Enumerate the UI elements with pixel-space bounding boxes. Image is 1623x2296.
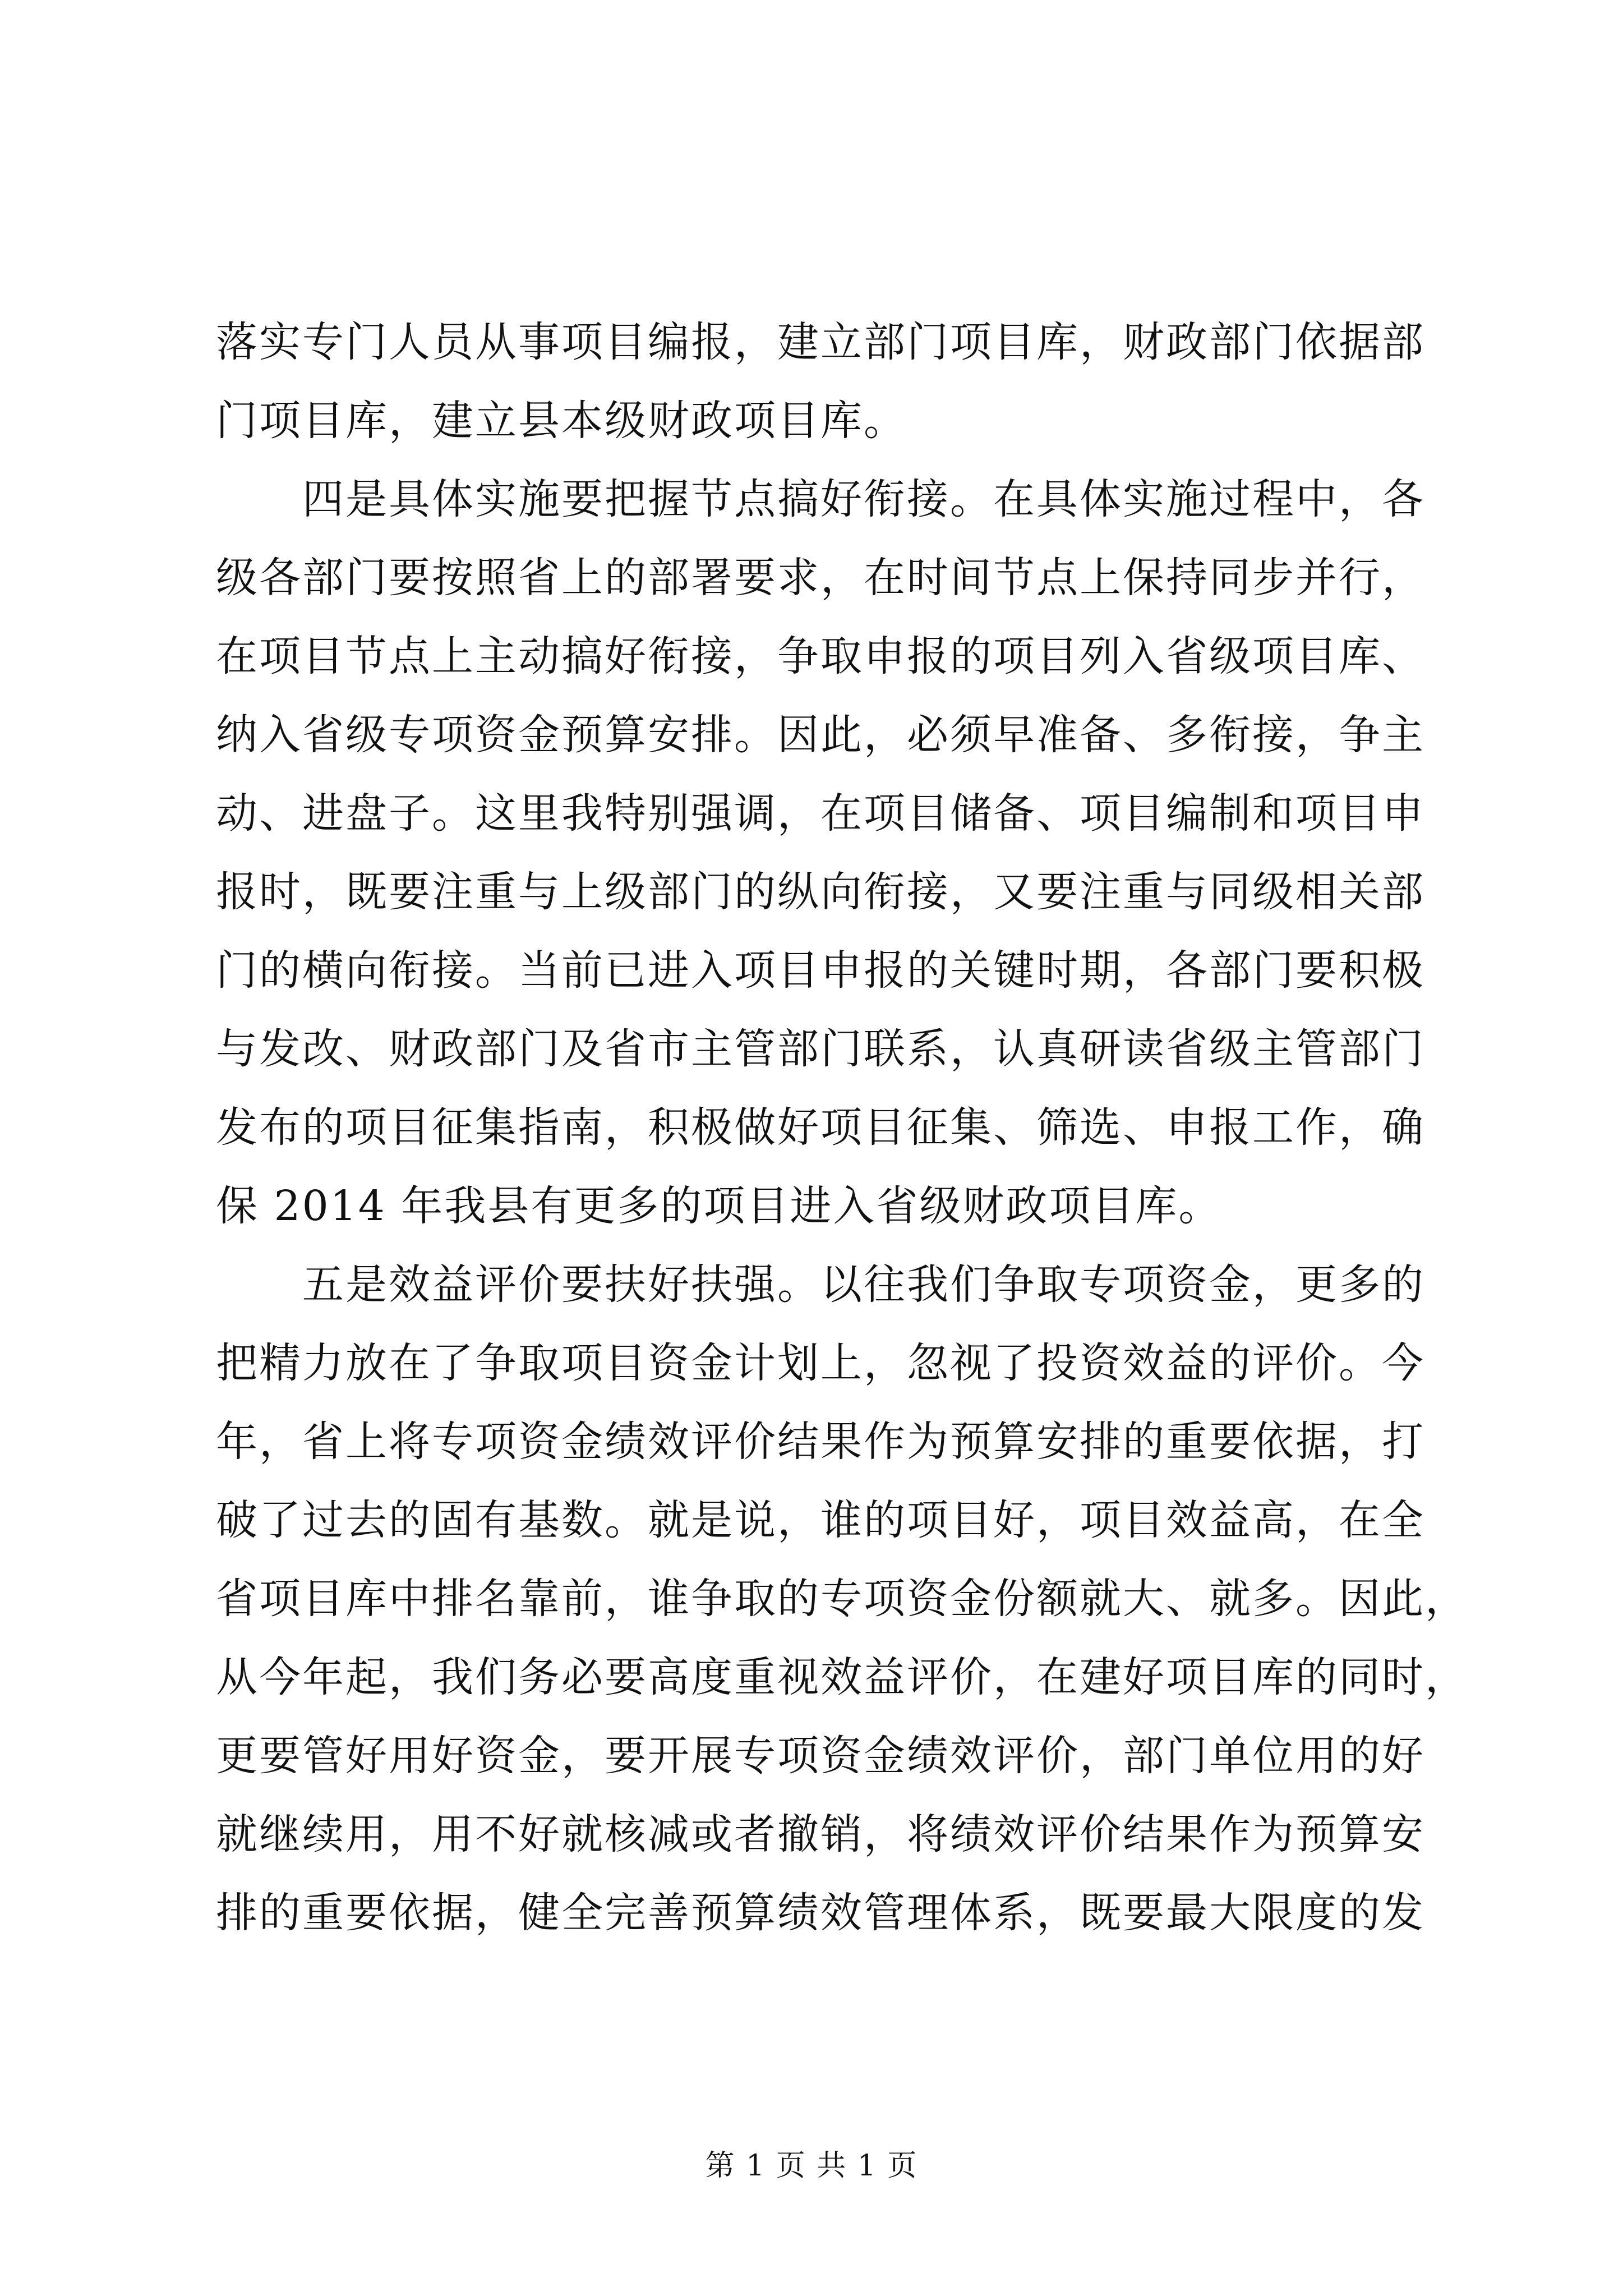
text-line: 发布的项目征集指南，积极做好项目征集、筛选、申报工作，确 [216, 1103, 1425, 1152]
text-line: 门项目库，建立县本级财政项目库。 [216, 397, 907, 445]
text-line: 破了过去的固有基数。就是说，谁的项目好，项目效益高，在全 [216, 1496, 1425, 1544]
page-footer: 第 1 页 共 1 页 [705, 2149, 918, 2183]
text-line: 年，省上将专项资金绩效评价结果作为预算安排的重要依据，打 [216, 1418, 1425, 1466]
paragraph-start-line: 四是具体实施要把握节点搞好衔接。在具体实施过程中，各 [216, 475, 1425, 523]
text-line: 在项目节点上主动搞好衔接，争取申报的项目列入省级项目库、 [216, 632, 1425, 680]
text-line: 报时，既要注重与上级部门的纵向衔接，又要注重与同级相关部 [216, 868, 1425, 916]
text-line: 省项目库中排名靠前，谁争取的专项资金份额就大、就多。因此， [216, 1575, 1468, 1623]
text-line: 就继续用，用不好就核减或者撤销，将绩效评价结果作为预算安 [216, 1810, 1425, 1858]
body-text [216, 303, 1468, 1952]
text-line: 与发改、财政部门及省市主管部门联系，认真研读省级主管部门 [216, 1025, 1425, 1073]
text-line: 从今年起，我们务必要高度重视效益评价，在建好项目库的同时， [216, 1653, 1468, 1701]
text-line: 落实专门人员从事项目编报，建立部门项目库，财政部门依据部 [216, 318, 1425, 366]
text-line: 门的横向衔接。当前已进入项目申报的关键时期，各部门要积极 [216, 946, 1425, 995]
paragraph-start-line: 五是效益评价要扶好扶强。以往我们争取专项资金，更多的 [216, 1260, 1425, 1309]
text-line: 把精力放在了争取项目资金计划上，忽视了投资效益的评价。今 [216, 1339, 1425, 1387]
text-line: 动、进盘子。这里我特别强调，在项目储备、项目编制和项目申 [216, 789, 1425, 838]
text-line: 纳入省级专项资金预算安排。因此，必须早准备、多衔接，争主 [216, 711, 1425, 759]
text-line: 更要管好用好资金，要开展专项资金绩效评价，部门单位用的好 [216, 1732, 1425, 1780]
text-line: 排的重要依据，健全完善预算绩效管理体系，既要最大限度的发 [216, 1889, 1425, 1937]
text-line: 保 2014 年我县有更多的项目进入省级财政项目库。 [216, 1182, 1222, 1230]
text-line: 级各部门要按照省上的部署要求，在时间节点上保持同步并行， [216, 554, 1425, 602]
